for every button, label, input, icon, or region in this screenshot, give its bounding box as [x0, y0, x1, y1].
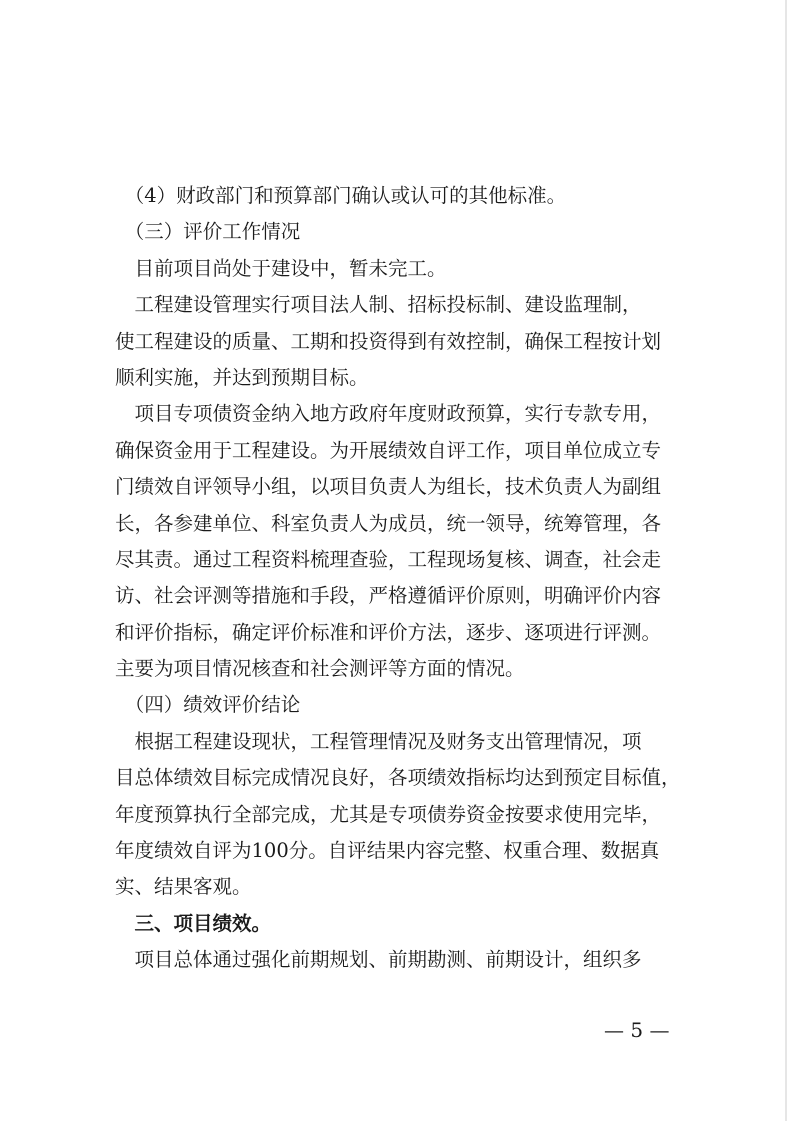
text-line: 长，各参建单位、科室负责人为成员，统一领导，统筹管理，各 — [115, 511, 662, 535]
text-line: 实、结果客观。 — [115, 875, 252, 899]
section-heading: （四）绩效评价结论 — [115, 693, 301, 717]
text-line: 门绩效自评领导小组，以项目负责人为组长，技术负责人为副组 — [115, 475, 662, 499]
text-line: 项目专项债资金纳入地方政府年度财政预算，实行专款专用， — [115, 402, 662, 426]
text-line: 目总体绩效目标完成情况良好，各项绩效指标均达到预定目标值， — [115, 766, 681, 790]
text-line: 确保资金用于工程建设。为开展绩效自评工作，项目单位成立专 — [115, 438, 662, 462]
text-line: 年度绩效自评为100分。自评结果内容完整、权重合理、数据真 — [115, 839, 660, 863]
text-line: 主要为项目情况核查和社会测评等方面的情况。 — [115, 657, 525, 681]
chapter-heading: 三、项目绩效。 — [115, 911, 272, 935]
text-line: 尽其责。通过工程资料梳理查验，工程现场复核、调查，社会走 — [115, 547, 662, 571]
document-body — [115, 178, 685, 979]
page-number: — 5 — — [604, 1018, 670, 1042]
text-line: 使工程建设的质量、工期和投资得到有效控制，确保工程按计划 — [115, 329, 662, 353]
text-line: 访、社会评测等措施和手段，严格遵循评价原则，明确评价内容 — [115, 584, 662, 608]
text-line: 项目总体通过强化前期规划、前期勘测、前期设计，组织多 — [115, 948, 642, 972]
text-line: 顺利实施，并达到预期目标。 — [115, 365, 369, 389]
section-heading: （三）评价工作情况 — [115, 220, 301, 244]
text-line: （4）财政部门和预算部门确认或认可的其他标准。 — [115, 184, 567, 207]
text-line: 工程建设管理实行项目法人制、招标投标制、建设监理制， — [115, 293, 642, 317]
page-edge — [785, 0, 787, 1121]
text-line: 根据工程建设现状，工程管理情况及财务支出管理情况，项 — [115, 729, 642, 753]
text-line: 目前项目尚处于建设中，暂未完工。 — [115, 256, 447, 280]
text-line: 和评价指标，确定评价标准和评价方法，逐步、逐项进行评测。 — [115, 620, 662, 644]
text-line: 年度预算执行全部完成，尤其是专项债券资金按要求使用完毕， — [115, 802, 662, 826]
